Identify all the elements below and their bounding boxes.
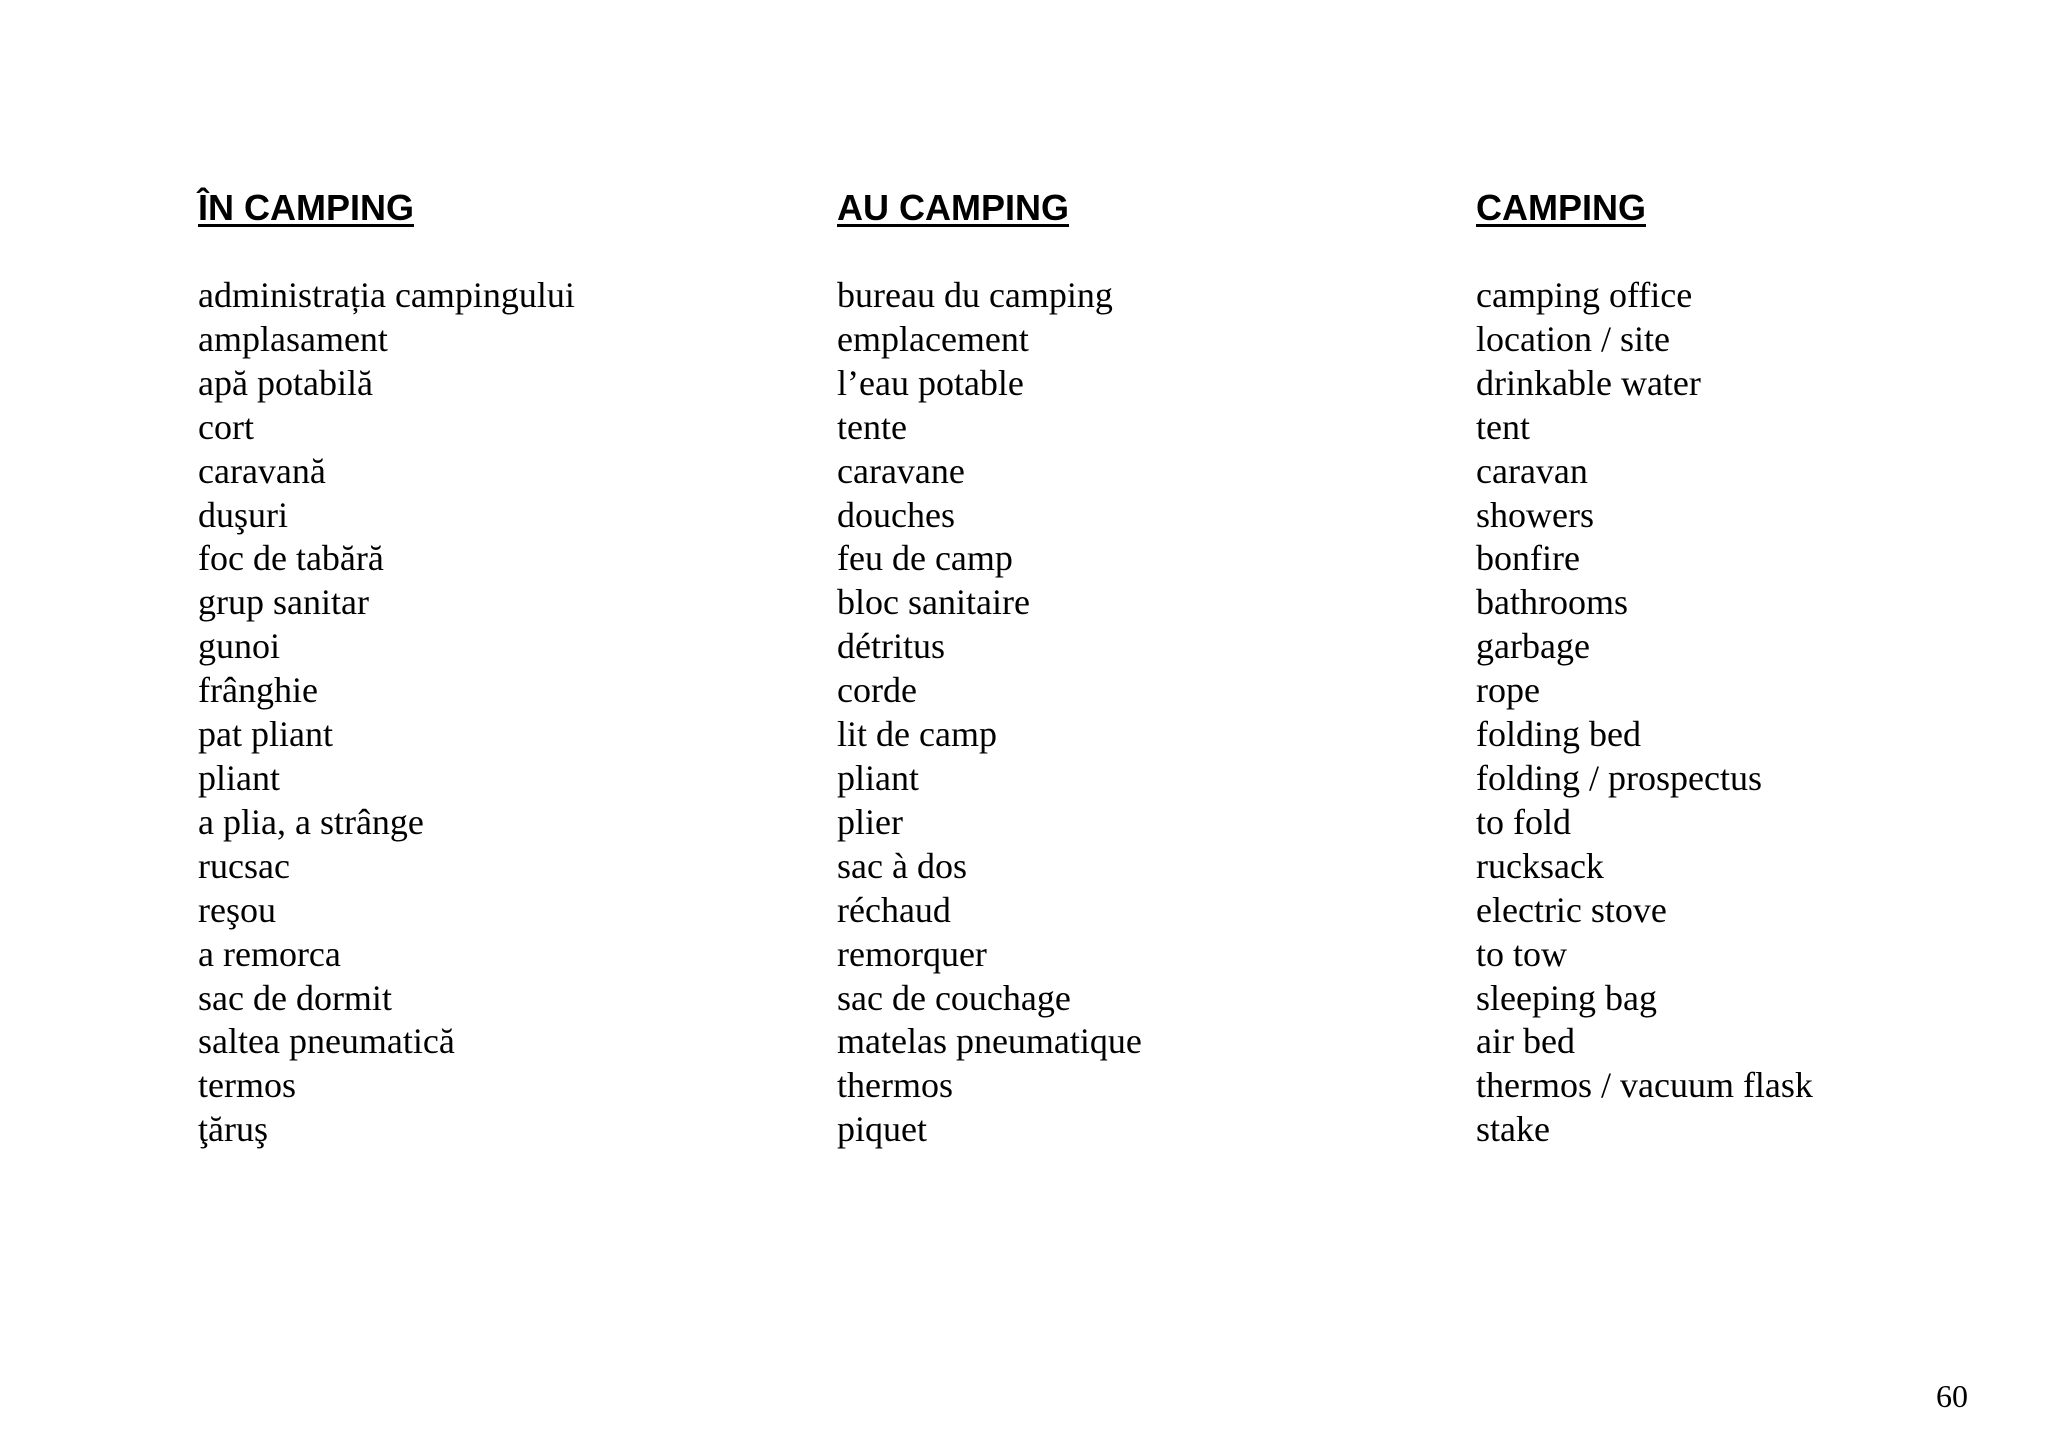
word-french: plier — [837, 801, 903, 842]
word-romanian: administrația campingului — [198, 275, 575, 315]
word-french: bloc sanitaire — [837, 582, 1030, 623]
word-english: camping office — [1476, 275, 1693, 315]
word-romanian: a remorca — [198, 933, 341, 974]
word-french: douches — [837, 494, 955, 535]
word-english: rope — [1476, 670, 1540, 711]
word-english: showers — [1476, 494, 1594, 535]
word-romanian: rucsac — [198, 845, 290, 886]
word-french: feu de camp — [837, 538, 1013, 579]
word-romanian: duşuri — [198, 494, 288, 535]
word-english: drinkable water — [1476, 362, 1701, 403]
word-romanian: sac de dormit — [198, 977, 392, 1018]
word-english: air bed — [1476, 1021, 1575, 1062]
word-french: lit de camp — [837, 714, 997, 755]
word-english: to fold — [1476, 801, 1571, 842]
word-french: corde — [837, 670, 917, 711]
word-english: to tow — [1476, 933, 1568, 974]
word-french: caravane — [837, 450, 965, 491]
word-romanian: pliant — [198, 757, 280, 798]
word-romanian: grup sanitar — [198, 582, 369, 623]
word-french: l’eau potable — [837, 362, 1024, 403]
word-list-romanian — [198, 274, 798, 1152]
column-english — [1476, 186, 2048, 1152]
page-number: 60 — [1936, 1378, 1968, 1414]
word-romanian: saltea pneumatică — [198, 1021, 455, 1062]
word-english: location / site — [1476, 318, 1670, 359]
word-english: sleeping bag — [1476, 977, 1657, 1018]
word-english: bonfire — [1476, 538, 1580, 579]
word-french: tente — [837, 406, 907, 447]
word-romanian: termos — [198, 1065, 296, 1106]
word-list-french — [837, 274, 1437, 1152]
column-heading-english: CAMPING — [1476, 187, 1646, 228]
word-romanian: foc de tabără — [198, 538, 384, 579]
word-french: piquet — [837, 1109, 927, 1150]
word-romanian: apă potabilă — [198, 362, 373, 403]
word-english: caravan — [1476, 450, 1588, 491]
word-romanian: pat pliant — [198, 714, 333, 755]
word-french: pliant — [837, 757, 919, 798]
word-romanian: reşou — [198, 889, 276, 930]
word-french: sac à dos — [837, 845, 967, 886]
word-french: bureau du camping — [837, 275, 1113, 315]
word-romanian: a plia, a strânge — [198, 801, 424, 842]
column-heading-french: AU CAMPING — [837, 187, 1069, 228]
word-english: electric stove — [1476, 889, 1667, 930]
word-romanian: frânghie — [198, 670, 318, 711]
word-english: folding bed — [1476, 714, 1641, 755]
word-romanian: ţăruş — [198, 1109, 268, 1150]
column-heading-romanian: ÎN CAMPING — [198, 187, 414, 228]
word-romanian: amplasament — [198, 318, 388, 359]
word-romanian: caravană — [198, 450, 326, 491]
word-list-english — [1476, 274, 2048, 1152]
word-french: emplacement — [837, 318, 1029, 359]
word-english: tent — [1476, 406, 1530, 447]
word-english: thermos / vacuum flask — [1476, 1065, 1813, 1106]
word-english: folding / prospectus — [1476, 757, 1762, 798]
word-french: sac de couchage — [837, 977, 1071, 1018]
word-english: stake — [1476, 1109, 1550, 1150]
word-french: thermos — [837, 1065, 953, 1106]
word-romanian: cort — [198, 406, 254, 447]
column-romanian — [198, 186, 798, 1152]
word-english: garbage — [1476, 626, 1590, 667]
word-french: matelas pneumatique — [837, 1021, 1142, 1062]
word-french: remorquer — [837, 933, 987, 974]
word-english: bathrooms — [1476, 582, 1628, 623]
word-french: réchaud — [837, 889, 951, 930]
word-romanian: gunoi — [198, 626, 281, 667]
word-french: détritus — [837, 626, 945, 667]
column-french — [837, 186, 1437, 1152]
word-english: rucksack — [1476, 845, 1604, 886]
